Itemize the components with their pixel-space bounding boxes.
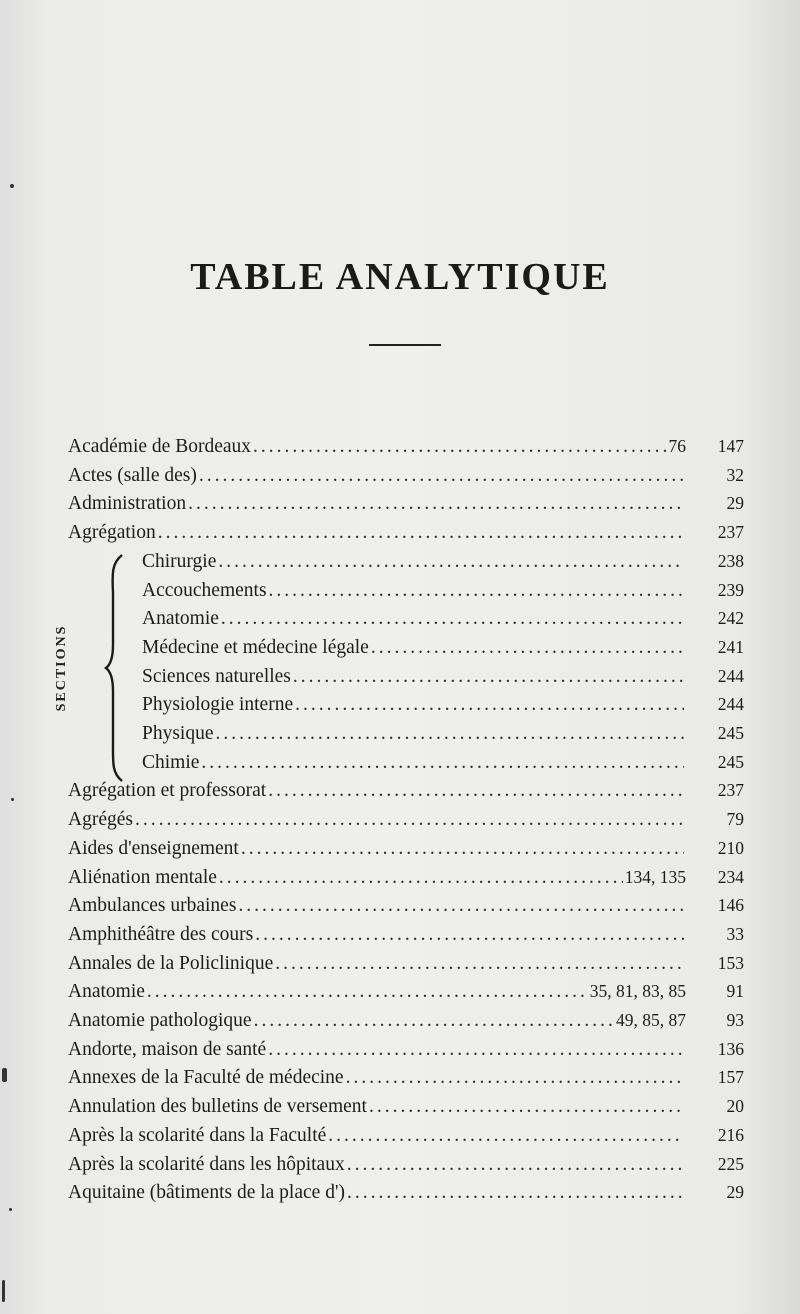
leader-dots	[255, 924, 684, 946]
index-entry	[68, 1067, 744, 1095]
leader-dots	[346, 1067, 684, 1089]
entry-label: Annulation des bulletins de versement	[68, 1096, 367, 1118]
page-title: TABLE ANALYTIQUE	[190, 256, 610, 298]
entry-label: Anatomie	[142, 608, 219, 630]
entry-page-number: 157	[717, 1067, 744, 1088]
leader-dots	[253, 436, 666, 458]
entry-page-number: 153	[717, 952, 744, 973]
entry-page-number: 237	[717, 522, 744, 543]
entry-label: Académie de Bordeaux	[68, 436, 252, 457]
entry-page-number: 29	[726, 493, 744, 514]
entry-label: Après la scolarité dans les hôpitaux	[68, 1153, 345, 1175]
index-entry	[68, 895, 744, 923]
index-entry	[68, 493, 744, 521]
index-entry	[68, 924, 744, 952]
entry-page-number: 238	[717, 550, 744, 571]
scan-speck	[9, 1208, 12, 1211]
scan-speck	[11, 798, 14, 801]
leader-dots	[135, 809, 684, 831]
index-entry	[68, 1125, 744, 1153]
index-entry	[68, 436, 744, 464]
index-subentry	[142, 694, 744, 722]
index-subentry	[142, 637, 744, 665]
entry-label: Physiologie interne	[142, 694, 294, 716]
entry-page-number: 32	[726, 464, 744, 485]
index-entry	[68, 780, 744, 808]
leader-dots	[347, 1182, 684, 1204]
leader-dots	[328, 1125, 684, 1147]
entry-page-number: 79	[726, 809, 744, 830]
leader-dots	[241, 838, 684, 860]
entry-page-number: 91	[726, 981, 744, 1002]
leader-dots	[369, 1096, 684, 1118]
entry-page-number: 20	[726, 1096, 744, 1117]
leader-dots	[347, 1154, 684, 1176]
entry-page-number: 93	[726, 1010, 744, 1030]
leader-dots	[199, 465, 684, 487]
entry-page-number: 147	[717, 436, 744, 456]
entry-page-number: 146	[717, 895, 744, 916]
entry-label: Anatomie	[68, 981, 145, 1003]
scan-speck	[2, 1280, 5, 1302]
entry-label: Chirurgie	[142, 550, 217, 572]
index-entry	[68, 1039, 744, 1067]
leader-dots	[268, 1039, 684, 1061]
sections-brace	[104, 553, 130, 783]
leader-dots	[295, 694, 684, 716]
entry-label: Andorte, maison de santé	[68, 1038, 267, 1060]
entry-page-number: 216	[717, 1124, 744, 1145]
entry-label: Sciences naturelles	[142, 665, 291, 687]
entry-refs: 35, 81, 83, 85	[589, 981, 686, 1002]
entry-label: Aides d'enseignement	[68, 837, 239, 859]
entry-label: Agrégés	[68, 809, 133, 831]
index-entry	[68, 522, 744, 550]
entry-page-number: 29	[726, 1182, 744, 1203]
index-subentry	[142, 551, 744, 579]
entry-refs: 49, 85, 87	[616, 1010, 686, 1030]
entry-label: Agrégation	[68, 522, 156, 544]
entry-label: Actes (salle des)	[68, 464, 197, 486]
index-subentry	[142, 723, 744, 751]
index-subentry	[142, 666, 744, 694]
leader-dots	[293, 666, 684, 688]
leader-dots	[219, 867, 623, 889]
entry-label: Agrégation et professorat	[68, 780, 267, 802]
index-entry	[68, 1154, 744, 1182]
leader-dots	[188, 493, 684, 515]
entry-page-number: 242	[717, 608, 744, 629]
entry-label: Physique	[142, 723, 214, 744]
leader-dots	[147, 981, 588, 1003]
entry-page-number: 245	[717, 723, 744, 743]
leader-dots	[371, 637, 684, 659]
index-entry	[68, 1010, 744, 1038]
leader-dots	[269, 580, 684, 602]
entry-page-number: 136	[717, 1038, 744, 1059]
leader-dots	[238, 895, 684, 917]
entry-refs: 76	[668, 436, 686, 456]
entry-page-number: 239	[717, 579, 744, 600]
leader-dots	[254, 1010, 614, 1032]
sections-label: SECTIONS	[54, 624, 69, 712]
index-entry	[68, 1182, 744, 1210]
index-entry	[68, 867, 744, 895]
leader-dots	[275, 953, 684, 975]
leader-dots	[268, 780, 684, 802]
title-rule	[369, 344, 441, 346]
index-subentry	[142, 752, 744, 780]
index-subentry	[142, 608, 744, 636]
index-entry	[68, 953, 744, 981]
entry-page-number: 241	[717, 636, 744, 657]
entry-label: Médecine et médecine légale	[142, 636, 369, 658]
entry-label: Chimie	[142, 751, 200, 773]
index-entry	[68, 838, 744, 866]
entry-label: Ambulances urbaines	[68, 895, 237, 917]
leader-dots	[216, 723, 684, 745]
index-entry	[68, 981, 744, 1009]
entry-page-number: 33	[726, 923, 744, 944]
entry-label: Annales de la Policlinique	[68, 952, 274, 974]
entry-page-number: 244	[717, 665, 744, 686]
entry-label: Accouchements	[142, 579, 267, 601]
leader-dots	[218, 551, 684, 573]
entry-label: Aliénation mentale	[68, 866, 217, 888]
index-entry	[68, 1096, 744, 1124]
entry-page-number: 245	[717, 751, 744, 772]
entry-page-number: 210	[717, 837, 744, 858]
scan-speck	[2, 1068, 7, 1082]
index-subentry	[142, 580, 744, 608]
entry-label: Amphithéâtre des cours	[68, 923, 254, 945]
entry-label: Anatomie pathologique	[68, 1010, 252, 1031]
entry-page-number: 234	[717, 866, 744, 887]
entry-label: Administration	[68, 493, 187, 515]
index-entry	[68, 465, 744, 493]
leader-dots	[221, 608, 684, 630]
entry-label: Annexes de la Faculté de médecine	[68, 1067, 344, 1089]
index-entry	[68, 809, 744, 837]
entry-page-number: 244	[717, 694, 744, 715]
entry-label: Aquitaine (bâtiments de la place d')	[68, 1182, 345, 1204]
scan-speck	[10, 184, 14, 188]
entry-page-number: 225	[717, 1153, 744, 1174]
entry-refs: 134, 135	[624, 866, 686, 887]
entry-label: Après la scolarité dans la Faculté	[68, 1124, 327, 1146]
leader-dots	[158, 522, 684, 544]
leader-dots	[201, 752, 684, 774]
entry-page-number: 237	[717, 780, 744, 801]
